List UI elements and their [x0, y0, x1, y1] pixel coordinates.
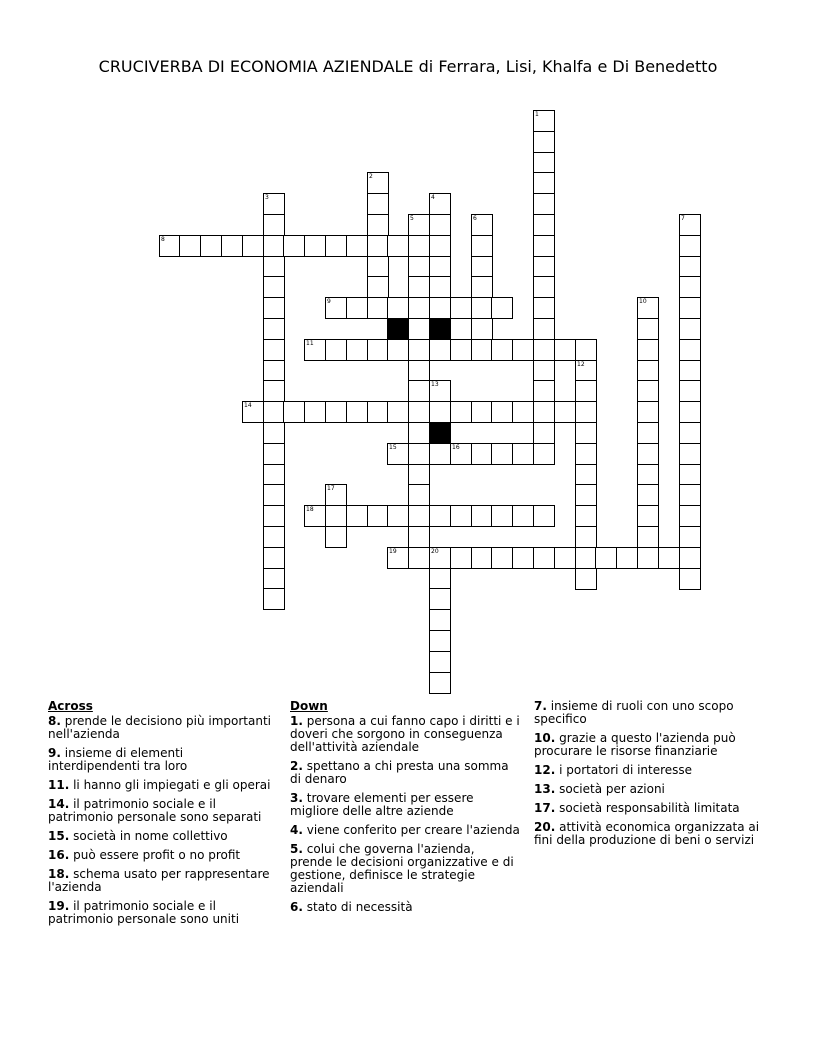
grid-cell[interactable]: [512, 401, 534, 423]
grid-cell[interactable]: [637, 443, 659, 465]
clue-number: 13: [431, 381, 439, 388]
clue-number: 5: [410, 215, 414, 222]
clue-text: attività economica organizzata ai fini della produzione di beni o servizi: [534, 820, 760, 847]
grid-cell[interactable]: [491, 339, 513, 361]
grid-cell[interactable]: [408, 547, 430, 569]
grid-cell[interactable]: [429, 214, 451, 236]
grid-cell[interactable]: [554, 401, 576, 423]
clue-text: spettano a chi presta una somma di denaro: [290, 759, 509, 786]
grid-cell[interactable]: [408, 380, 430, 402]
grid-cell[interactable]: [575, 526, 597, 548]
grid-cell[interactable]: [575, 401, 597, 423]
grid-cell[interactable]: [263, 380, 285, 402]
grid-cell[interactable]: [429, 609, 451, 631]
grid-cell[interactable]: [533, 297, 555, 319]
page-title: CRUCIVERBA DI ECONOMIA AZIENDALE di Ferrara, Lisi, Khalfa e Di Benedetto: [98, 57, 718, 76]
grid-cell[interactable]: [367, 401, 389, 423]
clue-item: [534, 764, 769, 777]
grid-cell[interactable]: [325, 526, 347, 548]
grid-cell[interactable]: [429, 588, 451, 610]
grid-cell[interactable]: [575, 380, 597, 402]
grid-cell[interactable]: [408, 214, 430, 236]
grid-cell[interactable]: [533, 422, 555, 444]
clue-number: 3: [265, 194, 269, 201]
grid-cell[interactable]: [491, 443, 513, 465]
grid-cell[interactable]: [325, 297, 347, 319]
grid-cell[interactable]: [679, 276, 701, 298]
grid-cell[interactable]: [533, 256, 555, 278]
grid-cell[interactable]: [304, 505, 326, 527]
clue-number: 8: [161, 236, 165, 243]
grid-cell[interactable]: [408, 464, 430, 486]
grid-cell[interactable]: [491, 505, 513, 527]
grid-cell[interactable]: [679, 422, 701, 444]
clue-text: persona a cui fanno capo i diritti e i doveri che sorgono in conseguenza dell'attività aziendale: [290, 714, 520, 754]
grid-cell[interactable]: [367, 276, 389, 298]
across-heading: Across: [48, 699, 93, 713]
clue-text: prende le decisiono più importanti nell'azienda: [48, 714, 271, 741]
grid-cell[interactable]: [263, 547, 285, 569]
across-clue-list: [48, 715, 278, 926]
clue-item: [48, 715, 278, 741]
clue-num: 19.: [48, 899, 70, 913]
grid-cell[interactable]: [429, 193, 451, 215]
grid-cell[interactable]: [533, 318, 555, 340]
grid-cell[interactable]: [575, 443, 597, 465]
clue-num: 10.: [534, 731, 556, 745]
grid-cell[interactable]: [658, 547, 680, 569]
grid-cell[interactable]: [450, 505, 472, 527]
grid-cell[interactable]: [533, 443, 555, 465]
clue-item: [534, 802, 769, 815]
grid-cell[interactable]: [450, 339, 472, 361]
clue-text: schema usato per rappresentare l'azienda: [48, 867, 270, 894]
grid-cell[interactable]: [679, 547, 701, 569]
clue-number: 1: [535, 111, 539, 118]
grid-cell[interactable]: [242, 401, 264, 423]
grid-cell[interactable]: [679, 256, 701, 278]
down-clues-continued: [534, 700, 769, 853]
grid-cell[interactable]: [637, 297, 659, 319]
clue-text: stato di necessità: [306, 900, 413, 914]
grid-cell[interactable]: [367, 256, 389, 278]
clue-item: [534, 732, 769, 758]
grid-cell[interactable]: [471, 276, 493, 298]
grid-cell[interactable]: [263, 422, 285, 444]
grid-cell[interactable]: [283, 235, 305, 257]
grid-cell[interactable]: [367, 339, 389, 361]
grid-cell[interactable]: [263, 297, 285, 319]
grid-cell[interactable]: [471, 401, 493, 423]
clue-item: [290, 715, 520, 754]
clue-num: 3.: [290, 791, 303, 805]
black-cell: [429, 422, 451, 444]
clue-num: 8.: [48, 714, 61, 728]
grid-cell[interactable]: [679, 360, 701, 382]
grid-cell[interactable]: [429, 672, 451, 694]
grid-cell[interactable]: [367, 297, 389, 319]
grid-cell[interactable]: [679, 526, 701, 548]
grid-cell[interactable]: [179, 235, 201, 257]
grid-cell[interactable]: [429, 276, 451, 298]
grid-cell[interactable]: [471, 235, 493, 257]
grid-cell[interactable]: [533, 131, 555, 153]
clue-item: [290, 824, 520, 837]
grid-cell[interactable]: [533, 235, 555, 257]
clue-text: il patrimonio sociale e il patrimonio personale sono uniti: [48, 899, 240, 926]
down-clue-list: [290, 715, 520, 914]
grid-cell[interactable]: [408, 422, 430, 444]
clue-text: società responsabilità limitata: [559, 801, 740, 815]
grid-cell[interactable]: [471, 443, 493, 465]
clue-num: 15.: [48, 829, 70, 843]
down-clue-list-continued: [534, 700, 769, 847]
clue-num: 18.: [48, 867, 70, 881]
grid-cell[interactable]: [263, 339, 285, 361]
clue-num: 12.: [534, 763, 556, 777]
grid-cell[interactable]: [387, 297, 409, 319]
grid-cell[interactable]: [408, 526, 430, 548]
grid-cell[interactable]: [679, 297, 701, 319]
grid-cell[interactable]: [512, 547, 534, 569]
grid-cell[interactable]: [471, 339, 493, 361]
grid-cell[interactable]: [346, 505, 368, 527]
grid-cell[interactable]: [263, 588, 285, 610]
grid-cell[interactable]: [637, 318, 659, 340]
grid-cell[interactable]: [471, 547, 493, 569]
grid-cell[interactable]: [429, 297, 451, 319]
grid-cell[interactable]: [679, 484, 701, 506]
grid-cell[interactable]: [408, 484, 430, 506]
grid-cell[interactable]: [533, 276, 555, 298]
grid-cell[interactable]: [429, 256, 451, 278]
grid-cell[interactable]: [408, 318, 430, 340]
clue-text: i portatori di interesse: [559, 763, 693, 777]
clue-item: [534, 783, 769, 796]
grid-cell[interactable]: [221, 235, 243, 257]
grid-cell[interactable]: [263, 276, 285, 298]
clue-text: li hanno gli impiegati e gli operai: [73, 778, 271, 792]
grid-cell[interactable]: [575, 360, 597, 382]
grid-cell[interactable]: [325, 484, 347, 506]
grid-cell[interactable]: [263, 360, 285, 382]
grid-cell[interactable]: [679, 401, 701, 423]
clue-text: società per azioni: [559, 782, 665, 796]
grid-cell[interactable]: [408, 443, 430, 465]
grid-cell[interactable]: [263, 505, 285, 527]
grid-cell[interactable]: [429, 380, 451, 402]
grid-cell[interactable]: [450, 401, 472, 423]
grid-cell[interactable]: [533, 547, 555, 569]
grid-cell[interactable]: [387, 401, 409, 423]
grid-cell[interactable]: [429, 443, 451, 465]
grid-cell[interactable]: [637, 505, 659, 527]
grid-cell[interactable]: [263, 235, 285, 257]
grid-cell[interactable]: [387, 505, 409, 527]
clue-num: 4.: [290, 823, 303, 837]
grid-cell[interactable]: [471, 297, 493, 319]
grid-cell[interactable]: [595, 547, 617, 569]
clue-item: [48, 779, 278, 792]
grid-cell[interactable]: [408, 339, 430, 361]
grid-cell[interactable]: [283, 401, 305, 423]
grid-cell[interactable]: [367, 214, 389, 236]
clue-text: insieme di ruoli con uno scopo specifico: [534, 699, 734, 726]
grid-cell[interactable]: [471, 256, 493, 278]
grid-cell[interactable]: [346, 401, 368, 423]
grid-cell[interactable]: [263, 193, 285, 215]
grid-cell[interactable]: [637, 339, 659, 361]
grid-cell[interactable]: [533, 339, 555, 361]
grid-cell[interactable]: [637, 422, 659, 444]
grid-cell[interactable]: [450, 547, 472, 569]
clue-text: viene conferito per creare l'azienda: [306, 823, 520, 837]
grid-cell[interactable]: [263, 318, 285, 340]
grid-cell[interactable]: [533, 360, 555, 382]
grid-cell[interactable]: [429, 630, 451, 652]
clue-item: [290, 901, 520, 914]
clue-number: 20: [431, 548, 439, 555]
grid-cell[interactable]: [679, 339, 701, 361]
clue-num: 14.: [48, 797, 70, 811]
clue-number: 6: [473, 215, 477, 222]
grid-cell[interactable]: [367, 235, 389, 257]
clue-num: 2.: [290, 759, 303, 773]
grid-cell[interactable]: [637, 484, 659, 506]
grid-cell[interactable]: [325, 339, 347, 361]
clue-number: 11: [306, 340, 314, 347]
grid-cell[interactable]: [471, 505, 493, 527]
grid-cell[interactable]: [263, 401, 285, 423]
clue-number: 12: [577, 361, 585, 368]
grid-cell[interactable]: [575, 422, 597, 444]
grid-cell[interactable]: [429, 505, 451, 527]
grid-cell[interactable]: [637, 526, 659, 548]
grid-cell[interactable]: [346, 339, 368, 361]
grid-cell[interactable]: [408, 256, 430, 278]
clue-text: può essere profit o no profit: [73, 848, 241, 862]
grid-cell[interactable]: [325, 235, 347, 257]
grid-cell[interactable]: [263, 526, 285, 548]
clue-item: [534, 821, 769, 847]
grid-cell[interactable]: [408, 276, 430, 298]
grid-cell[interactable]: [679, 568, 701, 590]
grid-cell[interactable]: [575, 339, 597, 361]
clue-num: 9.: [48, 746, 61, 760]
grid-cell[interactable]: [533, 172, 555, 194]
down-clues: [290, 700, 520, 920]
clue-item: [290, 760, 520, 786]
grid-cell[interactable]: [575, 505, 597, 527]
clue-item: [48, 849, 278, 862]
grid-cell[interactable]: [242, 235, 264, 257]
black-cell: [387, 318, 409, 340]
clue-number: 19: [389, 548, 397, 555]
grid-cell[interactable]: [408, 360, 430, 382]
grid-cell[interactable]: [491, 547, 513, 569]
clue-number: 4: [431, 194, 435, 201]
grid-cell[interactable]: [346, 235, 368, 257]
grid-cell[interactable]: [367, 193, 389, 215]
grid-cell[interactable]: [533, 380, 555, 402]
clue-text: società in nome collettivo: [73, 829, 228, 843]
grid-cell[interactable]: [367, 172, 389, 194]
clue-number: 14: [244, 402, 252, 409]
clue-num: 16.: [48, 848, 70, 862]
clue-text: trovare elementi per essere migliore delle altre aziende: [290, 791, 474, 818]
clue-num: 5.: [290, 842, 303, 856]
grid-cell[interactable]: [679, 505, 701, 527]
clue-num: 17.: [534, 801, 556, 815]
grid-cell[interactable]: [387, 339, 409, 361]
grid-cell[interactable]: [408, 401, 430, 423]
grid-cell[interactable]: [637, 464, 659, 486]
clue-number: 10: [639, 298, 647, 305]
grid-cell[interactable]: [533, 193, 555, 215]
grid-cell[interactable]: [575, 547, 597, 569]
grid-cell[interactable]: [637, 380, 659, 402]
clue-text: grazie a questo l'azienda può procurare le risorse finanziarie: [534, 731, 736, 758]
clue-num: 7.: [534, 699, 547, 713]
grid-cell[interactable]: [450, 443, 472, 465]
grid-cell[interactable]: [263, 484, 285, 506]
grid-cell[interactable]: [429, 235, 451, 257]
grid-cell[interactable]: [679, 443, 701, 465]
clue-number: 17: [327, 485, 335, 492]
grid-cell[interactable]: [387, 443, 409, 465]
grid-cell[interactable]: [346, 297, 368, 319]
clue-num: 11.: [48, 778, 70, 792]
grid-cell[interactable]: [471, 214, 493, 236]
grid-cell[interactable]: [429, 651, 451, 673]
grid-cell[interactable]: [408, 235, 430, 257]
grid-cell[interactable]: [304, 339, 326, 361]
grid-cell[interactable]: [159, 235, 181, 257]
grid-cell[interactable]: [679, 235, 701, 257]
grid-cell[interactable]: [471, 318, 493, 340]
clue-item: [48, 868, 278, 894]
grid-cell[interactable]: [408, 297, 430, 319]
grid-cell[interactable]: [367, 505, 389, 527]
grid-cell[interactable]: [387, 547, 409, 569]
grid-cell[interactable]: [533, 110, 555, 132]
grid-cell[interactable]: [200, 235, 222, 257]
grid-cell[interactable]: [304, 401, 326, 423]
grid-cell[interactable]: [637, 401, 659, 423]
grid-cell[interactable]: [575, 484, 597, 506]
grid-cell[interactable]: [408, 505, 430, 527]
grid-cell[interactable]: [429, 568, 451, 590]
clue-item: [290, 792, 520, 818]
grid-cell[interactable]: [325, 505, 347, 527]
grid-cell[interactable]: [491, 401, 513, 423]
clue-text: il patrimonio sociale e il patrimonio personale sono separati: [48, 797, 262, 824]
clue-item: [48, 900, 278, 926]
clue-number: 9: [327, 298, 331, 305]
clue-num: 1.: [290, 714, 303, 728]
grid-cell[interactable]: [533, 152, 555, 174]
clue-text: insieme di elementi interdipendenti tra loro: [48, 746, 188, 773]
grid-cell[interactable]: [387, 235, 409, 257]
grid-cell[interactable]: [637, 547, 659, 569]
grid-cell[interactable]: [637, 360, 659, 382]
grid-cell[interactable]: [616, 547, 638, 569]
grid-cell[interactable]: [554, 547, 576, 569]
grid-cell[interactable]: [429, 339, 451, 361]
clue-num: 13.: [534, 782, 556, 796]
clue-number: 16: [452, 444, 460, 451]
grid-cell[interactable]: [263, 568, 285, 590]
grid-cell[interactable]: [679, 318, 701, 340]
black-cell: [429, 318, 451, 340]
grid-cell[interactable]: [533, 401, 555, 423]
grid-cell[interactable]: [304, 235, 326, 257]
clue-item: [48, 798, 278, 824]
clue-num: 20.: [534, 820, 556, 834]
grid-cell[interactable]: [679, 380, 701, 402]
grid-cell[interactable]: [491, 297, 513, 319]
grid-cell[interactable]: [575, 464, 597, 486]
clue-item: [534, 700, 769, 726]
grid-cell[interactable]: [512, 443, 534, 465]
grid-cell[interactable]: [533, 214, 555, 236]
grid-cell[interactable]: [533, 505, 555, 527]
grid-cell[interactable]: [263, 464, 285, 486]
down-heading: Down: [290, 699, 328, 713]
grid-cell[interactable]: [263, 214, 285, 236]
grid-cell[interactable]: [450, 297, 472, 319]
clue-text: colui che governa l'azienda, prende le decisioni organizzative e di gestione, definisce le strategie aziendali: [290, 842, 514, 895]
clue-item: [290, 843, 520, 895]
clue-item: [48, 747, 278, 773]
clue-number: 7: [681, 215, 685, 222]
grid-cell[interactable]: [575, 568, 597, 590]
grid-cell[interactable]: [429, 547, 451, 569]
grid-cell[interactable]: [429, 401, 451, 423]
clue-number: 18: [306, 506, 314, 513]
grid-cell[interactable]: [512, 339, 534, 361]
across-clues: [48, 700, 278, 932]
grid-cell[interactable]: [554, 339, 576, 361]
clue-item: [48, 830, 278, 843]
grid-cell[interactable]: [679, 464, 701, 486]
grid-cell[interactable]: [679, 214, 701, 236]
grid-cell[interactable]: [263, 256, 285, 278]
clue-num: 6.: [290, 900, 303, 914]
clue-number: 15: [389, 444, 397, 451]
clue-number: 2: [369, 173, 373, 180]
grid-cell[interactable]: [263, 443, 285, 465]
grid-cell[interactable]: [325, 401, 347, 423]
grid-cell[interactable]: [512, 505, 534, 527]
